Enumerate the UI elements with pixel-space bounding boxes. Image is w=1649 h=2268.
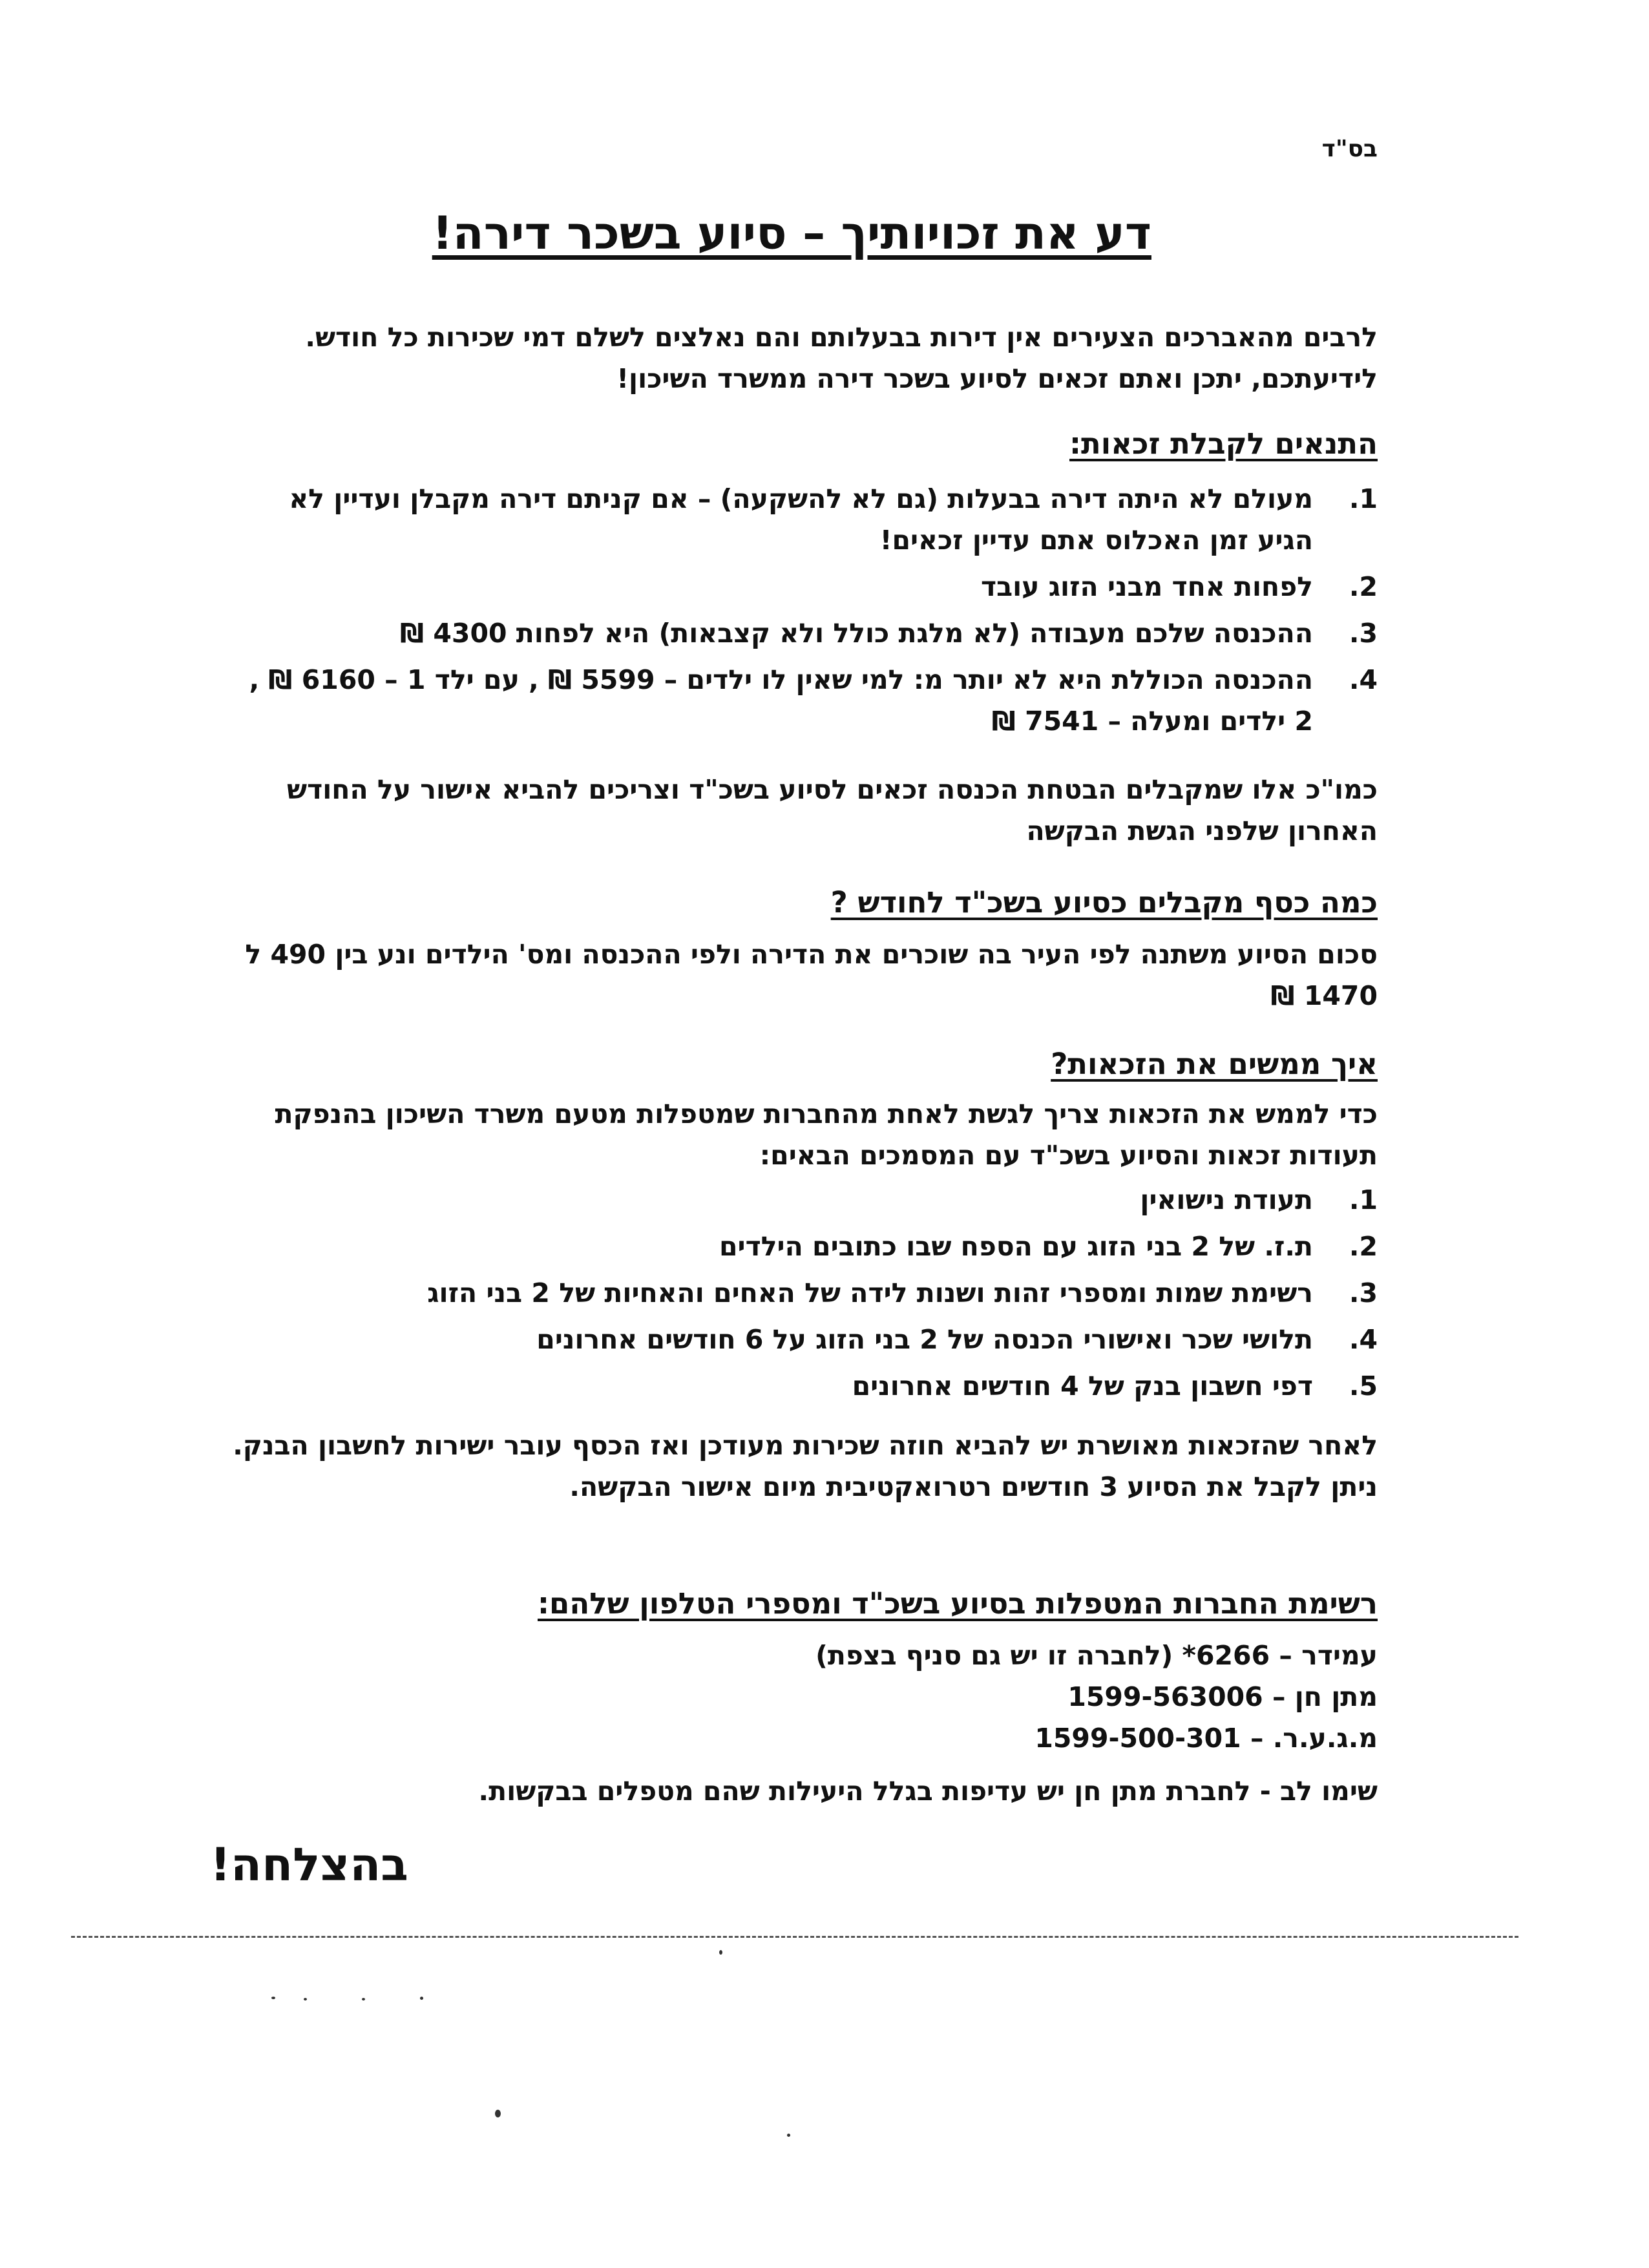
dashed-divider	[71, 1936, 1518, 1938]
conditions-note	[227, 769, 1378, 852]
realize-intro: כדי לממש את הזכאות צריך לגשת לאחת מהחברות שמטפלות מטעם משרד השיכון בהנפקת תעודות זכאות והסיוע בשכ"ד עם המסמכים הבאים:	[275, 1098, 1378, 1171]
companies-note: שימו לב - לחברת מתן חן יש עדיפות בגלל היעילות שהם מטפלים בבקשות.	[478, 1776, 1378, 1807]
item-text: תלושי שכר ואישורי הכנסה של 2 בני הזוג על 6 חודשים אחרונים	[536, 1324, 1313, 1355]
item-text: מעולם לא היתה דירה בבעלות (גם לא להשקעה) – אם קניתם דירה מקבלן ועדיין לא הגיע זמן האכלוס אתם עדיין זכאים!	[289, 483, 1313, 556]
item-number: 4.	[1349, 664, 1378, 695]
scan-speck	[420, 1997, 423, 2000]
company-line: מ.ג.ע.ר. – 1599-500-301	[1035, 1723, 1378, 1754]
conditions-item	[227, 566, 1378, 607]
income-guarantee-note: כמו"כ אלו שמקבלים הבטחת הכנסה זכאים לסיוע בשכ"ד וצריכים להביא אישור על החודש האחרון שלפני הגשת הבקשה	[287, 774, 1378, 846]
scan-speck	[304, 1998, 307, 2000]
item-text: רשימת שמות ומספרי זהות ושנות לידה של האחים והאחיות של 2 בני הזוג	[427, 1277, 1313, 1308]
scan-speck	[271, 1997, 275, 1999]
conditions-list	[227, 478, 1378, 742]
intro-line-2: לידיעתכם, יתכן ואתם זכאים לסיוע בשכר דירה ממשרד השיכון!	[616, 363, 1378, 394]
conditions-item	[227, 659, 1378, 742]
item-text: דפי חשבון בנק של 4 חודשים אחרונים	[852, 1370, 1313, 1402]
item-number: 2.	[1349, 1231, 1378, 1262]
documents-list-block	[227, 1179, 1378, 1412]
scan-speck	[719, 1950, 722, 1955]
conditions-item	[227, 613, 1378, 654]
amount-text: סכום הסיוע משתנה לפי העיר בה שוכרים את הדירה ולפי ההכנסה ומס' הילדים ונע בין 490 ל 1470 ₪	[245, 939, 1378, 1011]
intro-section	[227, 317, 1378, 399]
after-approval-text: לאחר שהזכאות מאושרת יש להביא חוזה שכירות מעודכן ואז הכסף עובר ישירות לחשבון הבנק.	[233, 1430, 1378, 1461]
item-number: 3.	[1349, 1277, 1378, 1308]
documents-item	[227, 1179, 1378, 1221]
item-number: 1.	[1349, 483, 1378, 514]
documents-list	[227, 1179, 1378, 1407]
conditions-heading: התנאים לקבלת זכאות:	[1069, 426, 1378, 461]
after-approval-block	[227, 1425, 1378, 1507]
item-number: 1.	[1349, 1184, 1378, 1215]
companies-note-block	[227, 1770, 1378, 1812]
item-number: 3.	[1349, 618, 1378, 649]
documents-item	[227, 1272, 1378, 1314]
retroactive-text: ניתן לקבל את הסיוע 3 חודשים רטרואקטיבית מיום אישור הבקשה.	[569, 1471, 1378, 1502]
amount-heading: כמה כסף מקבלים כסיוע בשכ"ד לחודש ?	[830, 885, 1378, 919]
company-line: מתן חן – 1599-563006	[1067, 1681, 1378, 1712]
scan-speck	[787, 2134, 790, 2137]
item-text: לפחות אחד מבני הזוג עובד	[980, 571, 1313, 602]
conditions-item	[227, 478, 1378, 561]
scan-speck	[362, 1998, 365, 2000]
company-line: עמידר – 6266* (לחברה זו יש גם סניף בצפת)	[815, 1640, 1378, 1671]
documents-item	[227, 1319, 1378, 1360]
realize-intro-block	[227, 1093, 1378, 1176]
conditions-list-block	[227, 478, 1378, 747]
item-text: ת.ז. של 2 בני הזוג עם הספח שבו כתובים הילדים	[719, 1231, 1313, 1262]
documents-item	[227, 1365, 1378, 1407]
bsd-mark: בס"ד	[1321, 136, 1378, 162]
item-number: 2.	[1349, 571, 1378, 602]
closing-text: בהצלחה!	[210, 1838, 408, 1891]
companies-list	[227, 1635, 1378, 1759]
realize-heading: איך ממשים את הזכאות?	[1051, 1047, 1378, 1081]
item-text: ההכנסה שלכם מעבודה (לא מלגת כולל ולא קצבאות) היא לפחות 4300 ₪	[400, 618, 1313, 649]
item-text: ההכנסה הכוללת היא לא יותר מ: למי שאין לו ילדים – 5599 ₪ , עם ילד 1 – 6160 ₪ , 2 ילדים ומעלה – 7541 ₪	[249, 664, 1313, 737]
companies-heading: רשימת החברות המטפלות בסיוע בשכ"ד ומספרי הטלפון שלהם:	[537, 1586, 1378, 1621]
scan-speck	[495, 2110, 501, 2117]
intro-line-1: לרבים מהאברכים הצעירים אין דירות בבעלותם והם נאלצים לשלם דמי שכירות כל חודש.	[305, 322, 1378, 353]
page-title: דע את זכויותיך – סיוע בשכר דירה!	[432, 207, 1151, 260]
item-number: 4.	[1349, 1324, 1378, 1355]
amount-section	[227, 934, 1378, 1016]
documents-item	[227, 1226, 1378, 1267]
item-text: תעודת נישואין	[1140, 1184, 1313, 1215]
item-number: 5.	[1349, 1370, 1378, 1402]
